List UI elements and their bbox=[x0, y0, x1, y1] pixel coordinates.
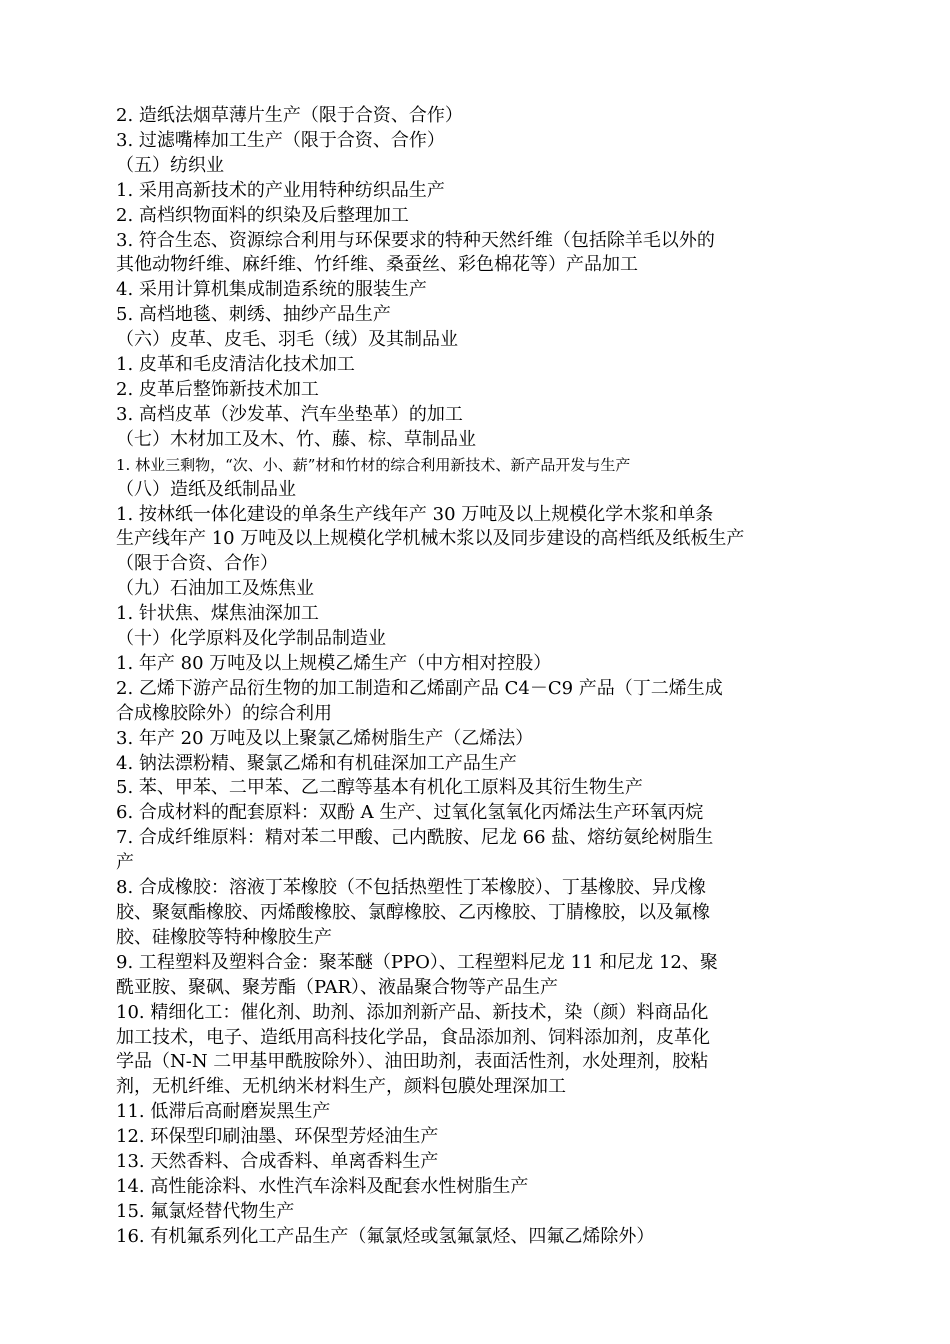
text-line: 剂，无机纤维、无机纳米材料生产，颜料包膜处理深加工 bbox=[116, 1076, 566, 1098]
text-line: 3. 高档皮革（沙发革、汽车坐垫革）的加工 bbox=[116, 403, 463, 425]
section-heading: （七）木材加工及木、竹、藤、棕、草制品业 bbox=[116, 428, 476, 450]
text-line: 1. 针状焦、煤焦油深加工 bbox=[116, 603, 319, 625]
section-heading: （九）石油加工及炼焦业 bbox=[116, 578, 314, 600]
text-line: 4. 采用计算机集成制造系统的服装生产 bbox=[116, 279, 427, 301]
text-line: 14. 高性能涂料、水性汽车涂料及配套水性树脂生产 bbox=[116, 1175, 529, 1197]
text-line: 胶、聚氨酯橡胶、丙烯酸橡胶、氯醇橡胶、乙丙橡胶、丁腈橡胶，以及氟橡 bbox=[116, 902, 710, 923]
section-heading: （十）化学原料及化学制品制造业 bbox=[116, 628, 386, 650]
text-line: 胶、硅橡胶等特种橡胶生产 bbox=[116, 926, 332, 948]
text-line: 1. 采用高新技术的产业用特种纺织品生产 bbox=[116, 179, 445, 201]
text-line: 1. 年产 80 万吨及以上规模乙烯生产（中方相对控股） bbox=[116, 652, 552, 674]
text-line: 5. 苯、甲苯、二甲苯、乙二醇等基本有机化工原料及其衍生物生产 bbox=[116, 777, 643, 799]
text-line: 12. 环保型印刷油墨、环保型芳烃油生产 bbox=[116, 1126, 439, 1148]
text-line: 15. 氟氯烃替代物生产 bbox=[116, 1200, 295, 1222]
text-line: 3. 年产 20 万吨及以上聚氯乙烯树脂生产（乙烯法） bbox=[116, 727, 534, 749]
text-line: 7. 合成纤维原料：精对苯二甲酸、己内酰胺、尼龙 66 盐、熔纺氨纶树脂生 bbox=[116, 827, 714, 849]
text-line: 合成橡胶除外）的综合利用 bbox=[116, 702, 332, 724]
text-line: 2. 高档织物面料的织染及后整理加工 bbox=[116, 204, 409, 226]
text-line: 产 bbox=[116, 852, 134, 874]
text-line: 4. 钠法漂粉精、聚氯乙烯和有机硅深加工产品生产 bbox=[116, 752, 517, 774]
text-line: 酰亚胺、聚砜、聚芳酯（PAR）、液晶聚合物等产品生产 bbox=[116, 976, 559, 998]
text-line: 2. 皮革后整饰新技术加工 bbox=[116, 378, 319, 400]
section-heading: （六）皮革、皮毛、羽毛（绒）及其制品业 bbox=[116, 329, 458, 351]
document-page bbox=[116, 104, 846, 1250]
section-heading: （五）纺织业 bbox=[116, 154, 224, 176]
text-line: 其他动物纤维、麻纤维、竹纤维、桑蚕丝、彩色棉花等）产品加工 bbox=[116, 254, 638, 276]
text-line: 8. 合成橡胶：溶液丁苯橡胶（不包括热塑性丁苯橡胶）、丁基橡胶、异戊橡 bbox=[116, 877, 706, 899]
text-line: 5. 高档地毯、刺绣、抽纱产品生产 bbox=[116, 304, 391, 326]
text-line: 1. 林业三剩物，“次、小、薪”材和竹材的综合利用新技术、新产品开发与生产 bbox=[116, 455, 631, 474]
text-line: 13. 天然香料、合成香料、单离香料生产 bbox=[116, 1151, 439, 1173]
text-line: 3. 过滤嘴棒加工生产（限于合资、合作） bbox=[116, 129, 445, 151]
text-line: 3. 符合生态、资源综合利用与环保要求的特种天然纤维（包括除羊毛以外的 bbox=[116, 229, 715, 251]
text-line: 16. 有机氟系列化工产品生产（氟氯烃或氢氟氯烃、四氟乙烯除外） bbox=[116, 1225, 655, 1247]
text-line: 10. 精细化工：催化剂、助剂、添加剂新产品、新技术，染（颜）料商品化 bbox=[116, 1001, 709, 1023]
text-line: 2. 乙烯下游产品衍生物的加工制造和乙烯副产品 C4－C9 产品（丁二烯生成 bbox=[116, 677, 723, 699]
text-line: 9. 工程塑料及塑料合金：聚苯醚（PPO）、工程塑料尼龙 11 和尼龙 12、聚 bbox=[116, 951, 718, 973]
text-line: 1. 按林纸一体化建设的单条生产线年产 30 万吨及以上规模化学木浆和单条 bbox=[116, 503, 714, 525]
text-line: （限于合资、合作） bbox=[116, 553, 278, 575]
text-line: 加工技术，电子、造纸用高科技化学品，食品添加剂、饲料添加剂，皮革化 bbox=[116, 1026, 710, 1048]
text-line: 1. 皮革和毛皮清洁化技术加工 bbox=[116, 354, 355, 376]
text-line: 生产线年产 10 万吨及以上规模化学机械木浆以及同步建设的高档纸及纸板生产 bbox=[116, 528, 745, 550]
text-line: 2. 造纸法烟草薄片生产（限于合资、合作） bbox=[116, 105, 463, 126]
section-heading: （八）造纸及纸制品业 bbox=[116, 478, 296, 500]
text-line: 6. 合成材料的配套原料：双酚 A 生产、过氧化氢氧化丙烯法生产环氧丙烷 bbox=[116, 802, 704, 824]
text-line: 11. 低滞后高耐磨炭黑生产 bbox=[116, 1101, 331, 1123]
text-line: 学品（N-N 二甲基甲酰胺除外）、油田助剂，表面活性剂，水处理剂，胶粘 bbox=[116, 1051, 709, 1073]
